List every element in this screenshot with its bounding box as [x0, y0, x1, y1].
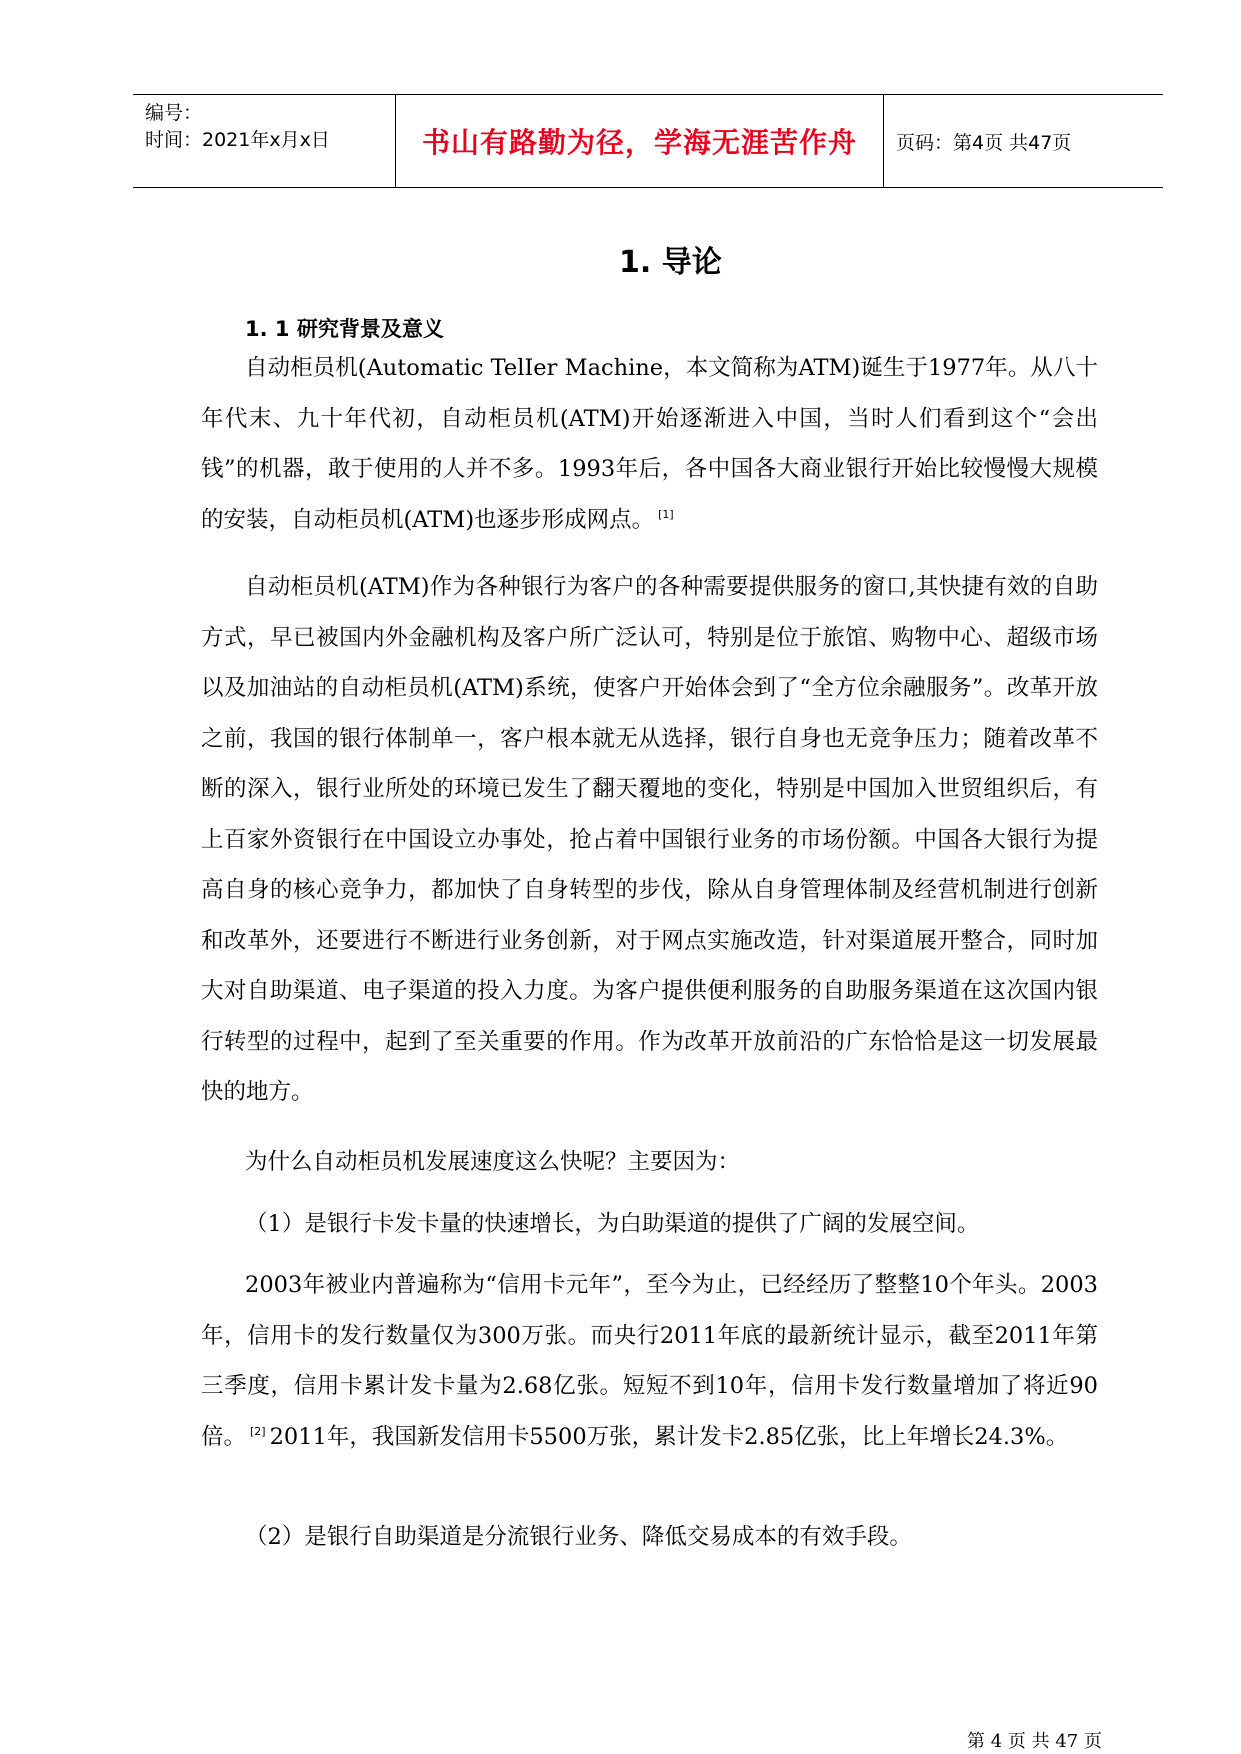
page-footer: 第 4 页 共 47 页	[967, 1731, 1102, 1752]
citation-ref-2: [2]	[250, 1425, 266, 1438]
paragraph-reason-1: （1）是银行卡发卡量的快速增长，为白助渠道的提供了广阔的发展空间。	[245, 1211, 980, 1237]
header-meta-cell	[133, 95, 396, 187]
chapter-title: 1. 导论	[619, 245, 722, 280]
section-heading: 1. 1 研究背景及意义	[245, 317, 444, 341]
paragraph-text: 2003年被业内普遍称为“信用卡元年”，至今为止，已经经历了整整10个年头。2003年，信用卡的发行数量仅为300万张。而央行2011年底的最新统计显示，截至2011年第三季度，信用卡累计发卡量为2.68亿张。短短不到10年，信用卡发行数量增加了将近90倍。	[201, 1272, 1098, 1450]
paragraph-text: 自动柜员机(Automatic TelIer Machine，本文简称为ATM)诞生于1977年。从八十年代末、九十年代初，自动柜员机(ATM)开始逐渐进入中国，当时人们看到这个“会出钱”的机器，敢于使用的人并不多。1993年后，各中国各大商业银行开始比较慢慢大规模的安装，自动柜员机(ATM)也逐步形成网点。	[201, 355, 1098, 533]
header-motto: 书山有路勤为径，学海无涯苦作舟	[396, 95, 884, 187]
paragraph-credit-card	[201, 1260, 1098, 1462]
document-date: 时间：2021年x月x日	[145, 129, 330, 151]
paragraph-reason-2: （2）是银行自助渠道是分流银行业务、降低交易成本的有效手段。	[245, 1524, 912, 1550]
header-page-info: 页码：第4页 共47页	[896, 131, 1072, 154]
paragraph-atm-service: 自动柜员机(ATM)作为各种银行为客户的各种需要提供服务的窗口,其快捷有效的自助方式，早已被国内外金融机构及客户所广泛认可，特别是位于旅馆、购物中心、超级市场以及加油站的自动柜员机(ATM)系统，使客户开始体会到了“全方位余融服务”。改革开放之前，我国的银行体制单一，客户根本就无从选择，银行自身也无竞争压力；随着改革不断的深入，银行业所处的环境已发生了翻天覆地的变化，特别是中国加入世贸组织后，有上百家外资银行在中国设立办事处，抢占着中国银行业务的市场份额。中国各大银行为提高自身的核心竞争力，都加快了自身转型的步伐，除从自身管理体制及经营机制进行创新和改革外，还要进行不断进行业务创新，对于网点实施改造，针对渠道展开整合，同时加大对自助渠道、电子渠道的投入力度。为客户提供便利服务的自助服务渠道在这次国内银行转型的过程中，起到了至关重要的作用。作为改革开放前沿的广东恰恰是这一切发展最快的地方。	[201, 574, 1098, 1105]
paragraph-question: 为什么自动柜员机发展速度这么快呢？主要因为：	[245, 1149, 741, 1175]
citation-ref-1: [1]	[658, 508, 674, 521]
document-number-label: 编号：	[145, 102, 203, 124]
paragraph-text: 2011年，我国新发信用卡5500万张，累计发卡2.85亿张，比上年增长24.3%。	[269, 1423, 1069, 1450]
page-header	[133, 94, 1163, 188]
paragraph-atm-history	[201, 343, 1098, 545]
